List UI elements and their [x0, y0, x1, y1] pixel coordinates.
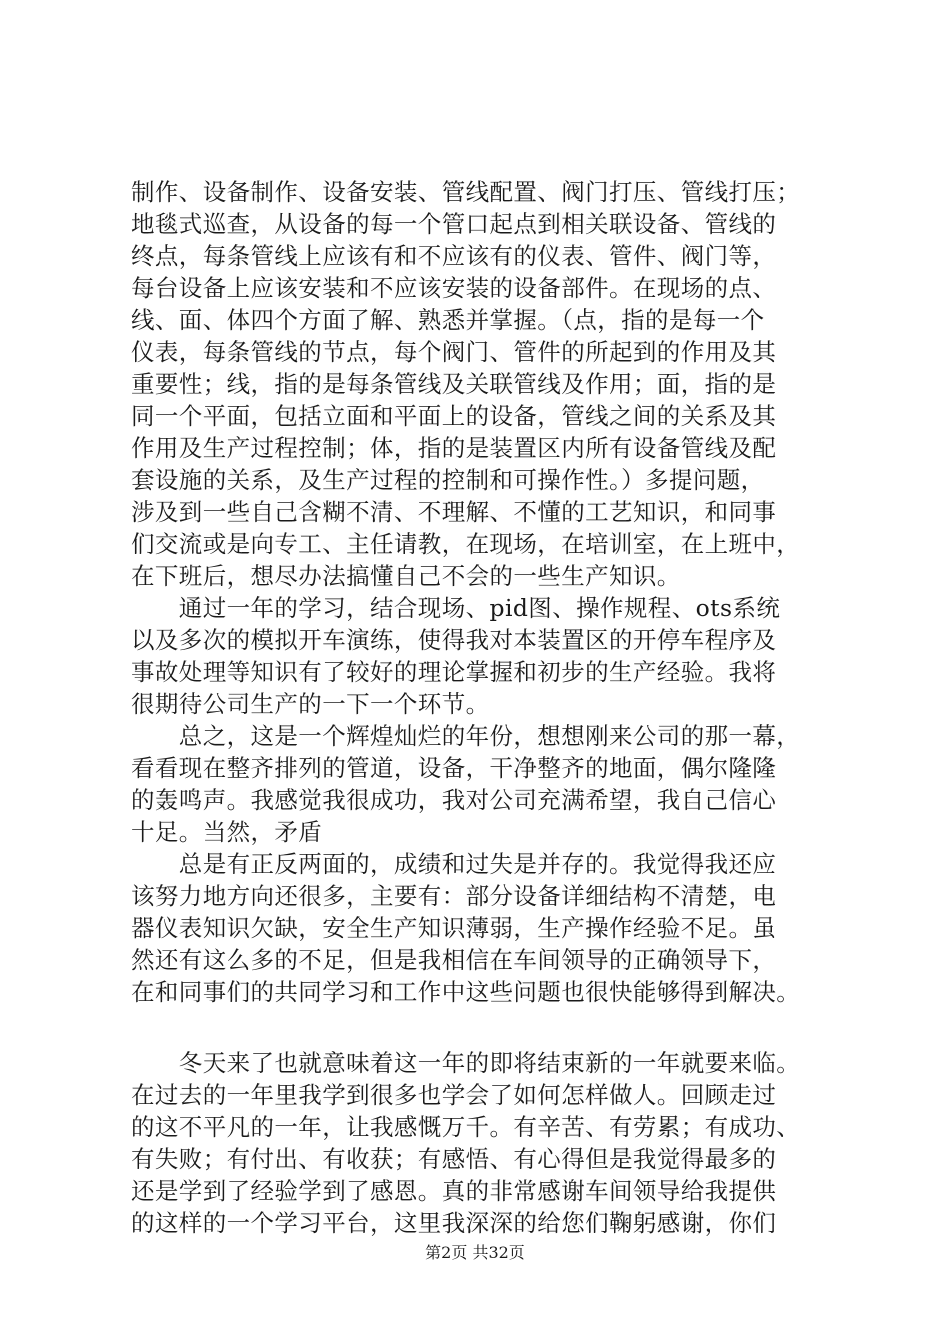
- text-line: 看看现在整齐排列的管道，设备，干净整齐的地面，偶尔隆隆: [131, 754, 777, 782]
- text-line: 十足。当然，矛盾: [131, 818, 323, 846]
- text-line: 冬天来了也就意味着这一年的即将结束新的一年就要来临。: [131, 1049, 801, 1077]
- text-line: 在下班后，想尽办法搞懂自己不会的一些生产知识。: [131, 562, 681, 590]
- text-line: 地毯式巡查，从设备的每一个管口起点到相关联设备、管线的: [131, 210, 777, 238]
- text-line: 有失败；有付出、有收获；有感悟、有心得但是我觉得最多的: [131, 1145, 777, 1173]
- text-line: 涉及到一些自己含糊不清、不理解、不懂的工艺知识，和同事: [131, 498, 777, 526]
- text-line: 终点，每条管线上应该有和不应该有的仪表、管件、阀门等，: [131, 242, 777, 270]
- text-line: 在过去的一年里我学到很多也学会了如何怎样做人。回顾走过: [131, 1081, 777, 1109]
- text-line: 制作、设备制作、设备安装、管线配置、阀门打压、管线打压；: [131, 178, 801, 206]
- text-line: 的这不平凡的一年，让我感慨万千。有辛苦、有劳累；有成功、: [131, 1113, 801, 1141]
- text-line: 每台设备上应该安装和不应该安装的设备部件。在现场的点、: [131, 274, 777, 302]
- text-line: 该努力地方向还很多，主要有：部分设备详细结构不清楚，电: [131, 882, 777, 910]
- text-line: 器仪表知识欠缺，安全生产知识薄弱，生产操作经验不足。虽: [131, 914, 777, 942]
- text-line: 总是有正反两面的，成绩和过失是并存的。我觉得我还应: [131, 850, 777, 878]
- text-line: 通过一年的学习，结合现场、pid图、操作规程、ots系统: [131, 594, 781, 622]
- page-number: 第2页 共32页: [425, 1243, 525, 1262]
- text-line: 的这样的一个学习平台，这里我深深的给您们鞠躬感谢，你们: [131, 1209, 777, 1237]
- text-line: 然还有这么多的不足，但是我相信在车间领导的正确领导下，: [131, 946, 777, 974]
- text-line: 还是学到了经验学到了感恩。真的非常感谢车间领导给我提供: [131, 1177, 777, 1205]
- text-line: 总之，这是一个辉煌灿烂的年份，想想刚来公司的那一幕，: [131, 722, 801, 750]
- text-line: 作用及生产过程控制；体，指的是装置区内所有设备管线及配: [131, 434, 777, 462]
- text-line: 同一个平面，包括立面和平面上的设备，管线之间的关系及其: [131, 402, 777, 430]
- text-line: 很期待公司生产的一下一个环节。: [131, 690, 490, 718]
- text-line: 们交流或是向专工、主任请教，在现场，在培训室，在上班中，: [131, 530, 801, 558]
- text-line: 套设施的关系，及生产过程的控制和可操作性。）多提问题，: [131, 466, 765, 494]
- text-line: 事故处理等知识有了较好的理论掌握和初步的生产经验。我将: [131, 658, 777, 686]
- text-line: 重要性；线，指的是每条管线及关联管线及作用；面，指的是: [131, 370, 777, 398]
- text-line: 以及多次的模拟开车演练，使得我对本装置区的开停车程序及: [131, 626, 777, 654]
- text-line: 线、面、体四个方面了解、熟悉并掌握。（点，指的是每一个: [131, 306, 765, 334]
- text-line: 的轰鸣声。我感觉我很成功，我对公司充满希望，我自己信心: [131, 786, 777, 814]
- text-line: 仪表，每条管线的节点，每个阀门、管件的所起到的作用及其: [131, 338, 777, 366]
- page-footer: [0, 1240, 950, 1263]
- paragraph-gap: [131, 1008, 851, 1047]
- text-line: 在和同事们的共同学习和工作中这些问题也很快能够得到解决。: [131, 978, 801, 1006]
- document-body: [131, 176, 851, 1239]
